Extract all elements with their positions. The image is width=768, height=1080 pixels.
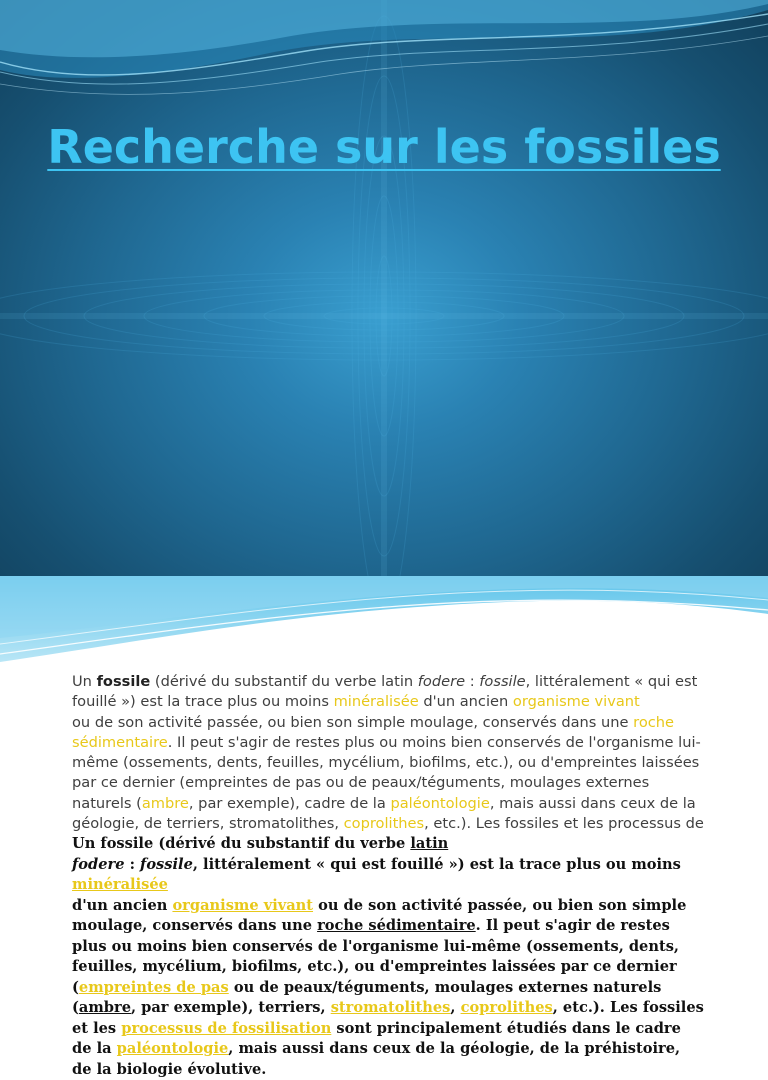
text-run: ou de son activité passée, ou bien son simple moulage, conservés dans une [72,896,687,935]
link-paleontologie-2[interactable]: paléontologie [116,1040,229,1058]
text-run: ou de son activité passée, ou bien son simple moulage, conservés dans une [72,713,634,731]
link-roche-sedimentaire[interactable]: roche sédimentaire [72,713,675,751]
text-run: , littéralement « qui est fouillé ») est la trace plus ou moins [192,855,681,873]
text-run: sont principalement étudiés dans le cadre de la [72,1019,681,1058]
text-run-italic: fossile [479,673,526,690]
text-run: d'un ancien [72,896,173,914]
header-wave-decoration [0,576,768,666]
text-run-italic: fodere [72,855,125,873]
text-run: . Il peut s'agir de restes plus ou moins bien conservés de l'organisme lui-même (ossements, dents, feuilles, mycélium, biofilms, etc.), ou d'empreintes laissées par ce dernier (empreintes de pas ou de peaux/téguments, moulages externes naturels ( [72,733,701,812]
link-mineralisee[interactable]: minéralisée [333,693,419,711]
text-run: (dérivé du substantif du verbe [153,835,411,853]
serif-paragraph [72,835,704,1078]
text-run-bold: fossile [96,673,151,690]
text-run: Un [72,673,97,690]
text-run: , [450,999,461,1017]
link-ambre-2[interactable]: ambre [78,999,131,1017]
link-paleontologie[interactable]: paléontologie [390,794,490,812]
text-run-italic: fodere [417,673,466,690]
text-run: : [465,673,480,690]
text-run: , littéralement « qui est fouillé ») est la trace plus ou moins [72,673,698,711]
link-coprolithes-2[interactable]: coprolithes [460,999,553,1017]
text-run: , etc.). Les fossiles et les processus de [424,815,704,833]
text-run: ou de peaux/téguments, moulages externes naturels ( [72,978,662,1017]
text-run: , par exemple), cadre de la [188,794,391,812]
text-run: Un fossile [72,835,154,853]
link-empreintes-de-pas[interactable]: empreintes de pas [78,978,229,996]
text-run: , par exemple), terriers, [130,999,331,1017]
text-run: d'un ancien [418,693,513,711]
link-latin[interactable]: latin [410,835,449,853]
text-run-italic: fossile [140,855,193,873]
link-processus-de-fossilisation[interactable]: processus de fossilisation [121,1019,332,1037]
link-coprolithes[interactable]: coprolithes [343,815,425,833]
text-run: , mais aussi dans ceux de la géologie, de la préhistoire, de la biologie évolutive. [72,1040,681,1078]
link-mineralisee-2[interactable]: minéralisée [72,876,168,894]
link-ambre[interactable]: ambre [141,794,189,812]
content-slide [0,576,768,1078]
link-stromatolithes[interactable]: stromatolithes [330,999,451,1017]
text-run: , etc.). Les fossiles et les [72,999,704,1037]
top-wave-decoration [0,0,768,120]
text-run: (dérivé du substantif du verbe latin [150,673,418,690]
link-roche-sedimentaire-2[interactable]: roche sédimentaire [317,917,476,935]
text-run: , mais aussi dans ceux de la géologie, de terriers, stromatolithes, [72,794,696,833]
link-organisme-vivant-2[interactable]: organisme vivant [172,896,314,914]
text-run: : [124,855,141,873]
slide-title: Recherche sur les fossiles [47,120,721,174]
text-run: . Il peut s'agir de restes plus ou moins bien conservés de l'organisme lui-même (ossements, dents, feuilles, mycélium, biofilms, etc.), ou d'empreintes laissées par ce dernier ( [72,917,679,996]
link-organisme-vivant[interactable]: organisme vivant [512,693,640,711]
fossil-definition-text [72,672,704,1080]
